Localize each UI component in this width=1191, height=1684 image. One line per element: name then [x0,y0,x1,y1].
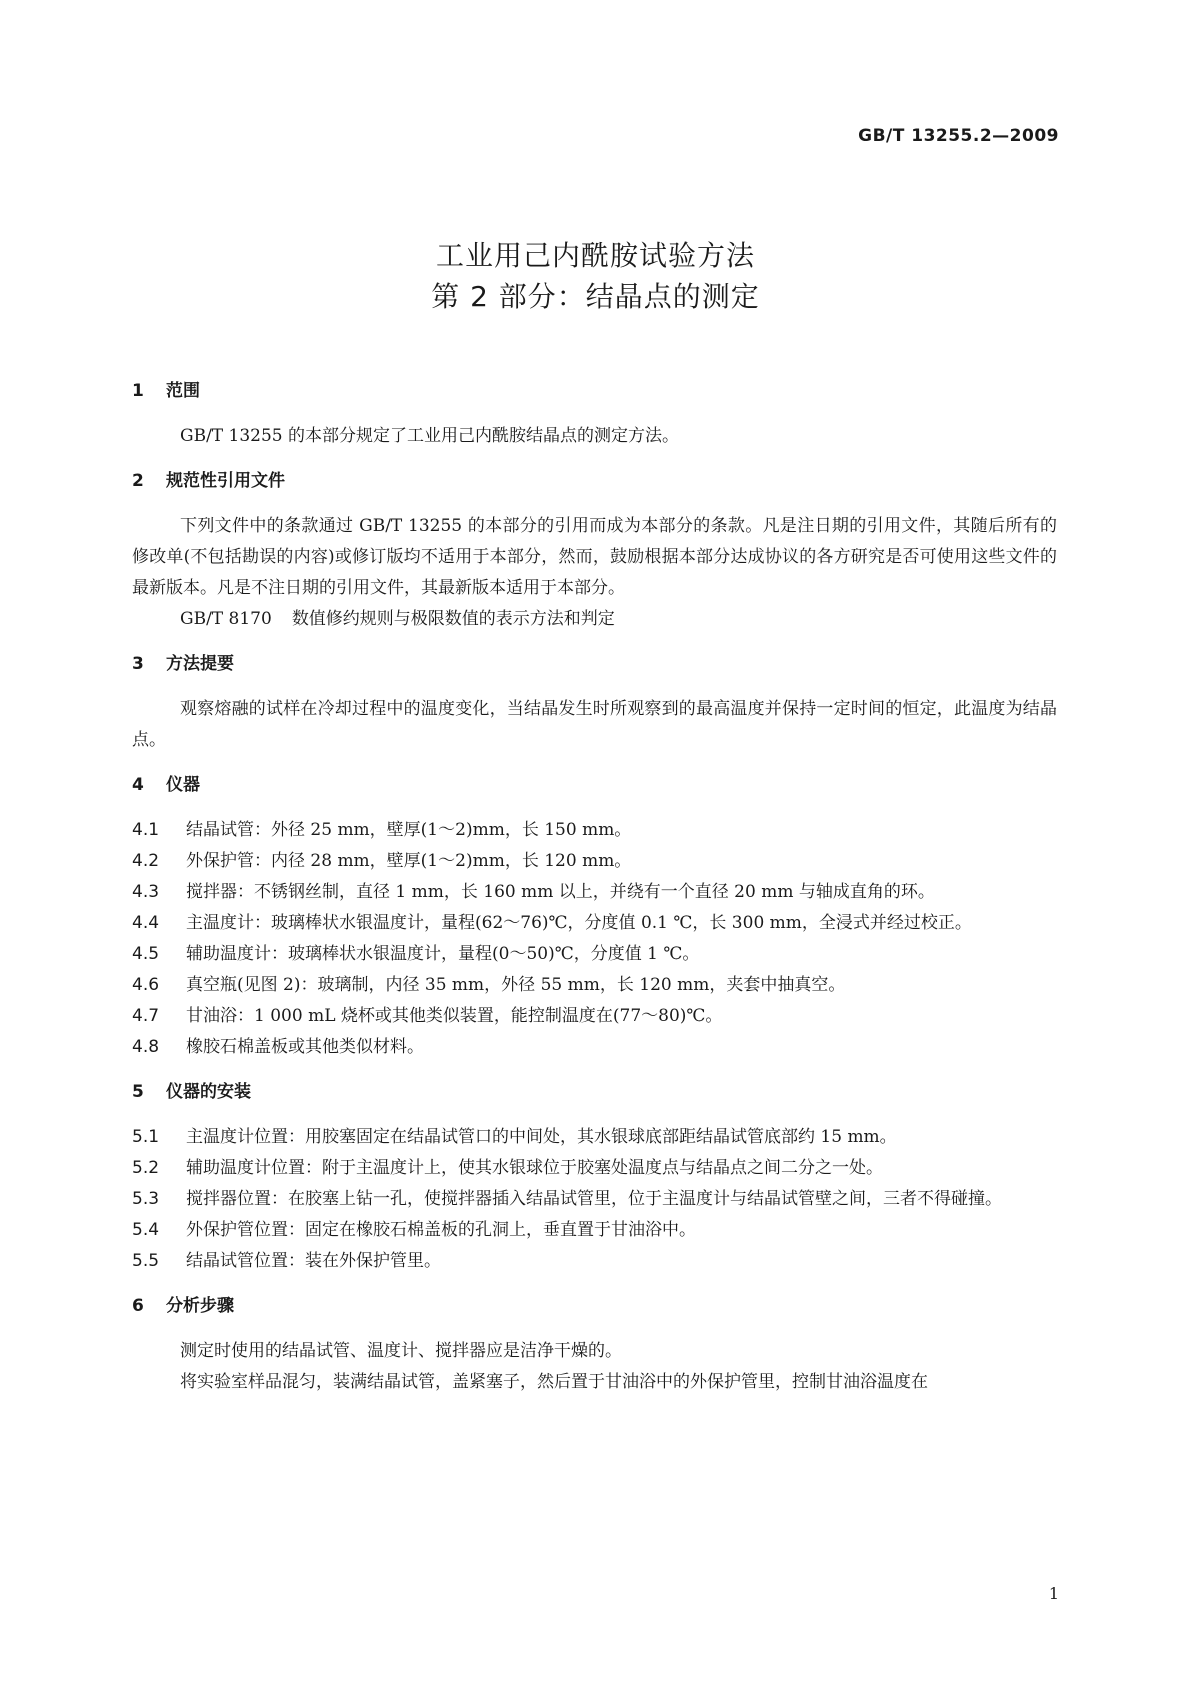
scope-paragraph: GB/T 13255 的本部分规定了工业用己内酰胺结晶点的测定方法。 [180,426,680,446]
clause-text: 结晶试管：外径 25 mm，壁厚(1～2)mm，长 150 mm。 [186,820,632,840]
clause-number: 4.2 [132,851,160,871]
section-title: 规范性引用文件 [166,471,285,491]
clause-number: 4.8 [132,1037,160,1057]
clause-item [132,846,1057,877]
clause-item [132,1032,1057,1063]
section-number: 6 [132,1296,144,1316]
section-title: 仪器 [166,775,200,795]
clause-number: 4.6 [132,975,160,995]
section-title: 方法提要 [166,654,234,674]
document-title: 工业用己内酰胺试验方法 [435,239,755,272]
section-heading-normative-references [132,466,1057,497]
clause-item [132,1001,1057,1032]
clause-text: 辅助温度计：玻璃棒状水银温度计，量程(0～50)℃，分度值 1 ℃。 [186,944,700,964]
clause-item [132,815,1057,846]
clause-number: 4.1 [132,820,160,840]
clause-text: 搅拌器位置：在胶塞上钻一孔，使搅拌器插入结晶试管里，位于主温度计与结晶试管壁之间，三者不得碰撞。 [186,1189,1002,1209]
clause-number: 5.4 [132,1220,160,1240]
standard-code: GB/T 13255.2—2009 [858,126,1059,146]
clause-text: 结晶试管位置：装在外保护管里。 [186,1251,441,1271]
clause-number: 5.3 [132,1189,160,1209]
clause-item [132,1215,1057,1246]
clause-number: 4.3 [132,882,160,902]
method-summary-paragraph: 观察熔融的试样在冷却过程中的温度变化，当结晶发生时所观察到的最高温度并保持一定时间的恒定，此温度为结晶点。 [132,699,1057,750]
clause-number: 4.5 [132,944,160,964]
clause-item [132,1246,1057,1277]
clause-text: 外保护管位置：固定在橡胶石棉盖板的孔洞上，垂直置于甘油浴中。 [186,1220,696,1240]
section-heading-method-summary [132,649,1057,680]
reference-entry [132,604,1057,635]
section-heading-apparatus [132,770,1057,801]
clause-number: 5.5 [132,1251,160,1271]
clause-text: 真空瓶(见图 2)：玻璃制，内径 35 mm，外径 55 mm，长 120 mm，夹套中抽真空。 [186,975,846,995]
procedure-paragraph: 测定时使用的结晶试管、温度计、搅拌器应是洁净干燥的。 [180,1341,622,1361]
clause-item [132,1153,1057,1184]
clause-text: 主温度计：玻璃棒状水银温度计，量程(62～76)℃，分度值 0.1 ℃，长 300 mm，全浸式并经过校正。 [186,913,972,933]
clause-text: 主温度计位置：用胶塞固定在结晶试管口的中间处，其水银球底部距结晶试管底部约 15 mm。 [186,1127,897,1147]
page-number: 1 [1048,1584,1059,1603]
clause-number: 4.4 [132,913,160,933]
section-number: 4 [132,775,144,795]
clause-item [132,877,1057,908]
section-title: 仪器的安装 [166,1082,251,1102]
clause-item [132,970,1057,1001]
clause-text: 辅助温度计位置：附于主温度计上，使其水银球位于胶塞处温度点与结晶点之间二分之一处。 [186,1158,883,1178]
clause-number: 5.1 [132,1127,160,1147]
clause-item [132,908,1057,939]
clause-item [132,1184,1057,1215]
section-number: 1 [132,381,144,401]
procedure-paragraph: 将实验室样品混匀，装满结晶试管，盖紧塞子，然后置于甘油浴中的外保护管里，控制甘油浴温度在 [180,1372,928,1392]
section-number: 5 [132,1082,144,1102]
section-heading-analysis-procedure [132,1291,1057,1322]
clause-item [132,1122,1057,1153]
section-heading-apparatus-installation [132,1077,1057,1108]
clause-number: 5.2 [132,1158,160,1178]
clause-number: 4.7 [132,1006,160,1026]
document-subtitle: 第 2 部分：结晶点的测定 [431,280,760,313]
reference-code: GB/T 8170 [180,609,272,629]
reference-title: 数值修约规则与极限数值的表示方法和判定 [291,609,615,629]
document-body [132,376,1057,1398]
clause-text: 橡胶石棉盖板或其他类似材料。 [186,1037,424,1057]
clause-text: 外保护管：内径 28 mm，壁厚(1～2)mm，长 120 mm。 [186,851,632,871]
clause-text: 甘油浴：1 000 mL 烧杯或其他类似装置，能控制温度在(77～80)℃。 [186,1006,723,1026]
references-paragraph: 下列文件中的条款通过 GB/T 13255 的本部分的引用而成为本部分的条款。凡是注日期的引用文件，其随后所有的修改单(不包括勘误的内容)或修订版均不适用于本部分，然而，鼓励根据本部分达成协议的各方研究是否可使用这些文件的最新版本。凡是不注日期的引用文件，其最新版本适用于本部分。 [132,516,1057,598]
section-title: 分析步骤 [166,1296,234,1316]
section-number: 3 [132,654,144,674]
clause-text: 搅拌器：不锈钢丝制，直径 1 mm，长 160 mm 以上，并绕有一个直径 20 mm 与轴成直角的环。 [186,882,935,902]
section-heading-scope [132,376,1057,407]
section-number: 2 [132,471,144,491]
clause-item [132,939,1057,970]
section-title: 范围 [166,381,200,401]
